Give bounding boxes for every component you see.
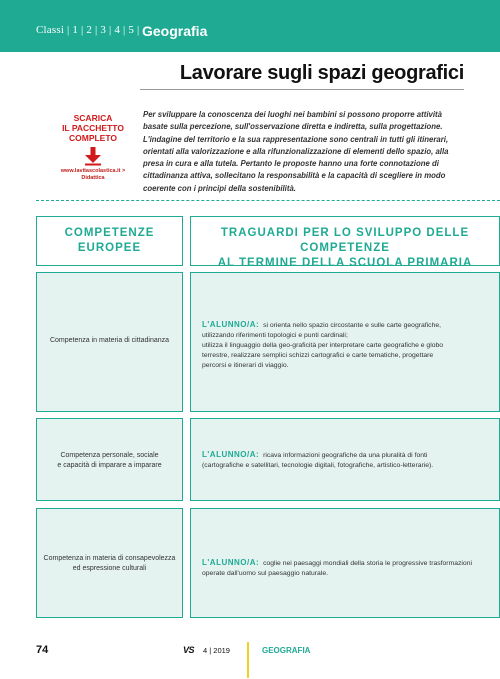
traguardi-2-line1: ricava informazioni geografiche da una pluralità di fonti: [263, 452, 428, 459]
top-bar: [0, 0, 500, 52]
section-divider: [36, 200, 500, 201]
download-line-2: IL PACCHETTO: [62, 123, 124, 133]
issue-number: 4 | 2019: [203, 646, 230, 655]
download-url: www.lavitascolastica.it >: [60, 168, 126, 174]
competenza-cell-3: [36, 508, 183, 618]
download-arrow-icon: [83, 146, 103, 166]
competenza-3-line1: Competenza in materia di consapevolezza: [43, 555, 176, 562]
traguardi-1-line2: utilizzando riferimenti topologici e punti cardinali;: [202, 332, 348, 339]
traguardi-2-line2: (cartografiche e satellitari, tecnologie digitali, fotografiche, artistico-letterarie).: [202, 462, 434, 469]
header-competenze-line2: EUROPEE: [77, 242, 142, 254]
page-number: 74: [36, 644, 49, 656]
footer-subject: GEOGRAFIA: [262, 646, 311, 655]
competenza-1-line1: Competenza in materia di cittadinanza: [49, 337, 170, 344]
download-section: Didattica: [81, 175, 105, 181]
page-title: Lavorare sugli spazi geografici: [179, 62, 464, 84]
header-competenze: [36, 216, 183, 266]
traguardi-3-line1: coglie nei paesaggi mondiali della storia le progressive trasformazioni: [263, 560, 472, 567]
alunno-lead-3: L'ALUNNO/A:: [202, 558, 260, 567]
competenza-2-line2: e capacità di imparare a imparare: [57, 462, 162, 469]
traguardi-1-line5: percorsi e itinerari di viaggio.: [202, 362, 289, 369]
competenza-2-line1: Competenza personale, sociale: [60, 452, 159, 459]
header-traguardi-line2: AL TERMINE DELLA SCUOLA PRIMARIA: [217, 257, 473, 269]
competenza-cell-2: [36, 418, 183, 501]
traguardi-1-line4: terrestre, realizzare semplici schizzi cartografici e carte tematiche, progettare: [202, 352, 434, 359]
download-line-1: SCARICA: [73, 113, 113, 123]
competenza-cell-1: [36, 272, 183, 412]
magazine-logo: VS: [183, 645, 195, 655]
competenza-3-line2: ed espressione culturali: [72, 565, 147, 572]
traguardi-3-line2: operate dall'uomo sul paesaggio naturale.: [202, 570, 328, 577]
traguardi-1-line1: si orienta nello spazio circostante e sulle carte geografiche,: [263, 322, 442, 329]
traguardi-cell-1: [190, 272, 500, 412]
footer-separator: [247, 642, 249, 678]
title-rule: [140, 89, 464, 90]
download-link[interactable]: [48, 113, 138, 182]
class-levels: Classi | 1 | 2 | 3 | 4 | 5 |: [36, 24, 140, 36]
alunno-lead-1: L'ALUNNO/A:: [202, 320, 260, 329]
intro-paragraph: Per sviluppare la conoscenza dei luoghi nei bambini si possono proporre attività basate sulla percezione, sull'osservazione diretta e indiretta, sulla progettazione. L'indagine del territorio e la sua rappresentazione sono centrali in tutti gli itinerari, orientati alla valorizzazione e alla rifunzionalizzazione di elementi dello spazio, alla presa in cura e alla tutela. Pertanto le proposte hanno una forte connotazione di cittadinanza attiva, sollecitano la responsabilità e la capacità di scegliere in modo coerente con i principi della sostenibilità.: [143, 110, 449, 193]
subject-label: Geografia: [142, 23, 208, 39]
header-competenze-line1: COMPETENZE: [64, 227, 155, 239]
traguardi-1-line3: utilizza il linguaggio della geo-graficità per interpretare carte geografiche e globo: [202, 342, 444, 349]
header-traguardi-line1: TRAGUARDI PER LO SVILUPPO DELLE COMPETENZE: [220, 227, 470, 254]
header-traguardi: [190, 216, 500, 269]
alunno-lead-2: L'ALUNNO/A:: [202, 450, 260, 459]
download-line-3: COMPLETO: [68, 133, 117, 143]
traguardi-cell-3: [190, 508, 500, 618]
traguardi-cell-2: [190, 418, 500, 501]
